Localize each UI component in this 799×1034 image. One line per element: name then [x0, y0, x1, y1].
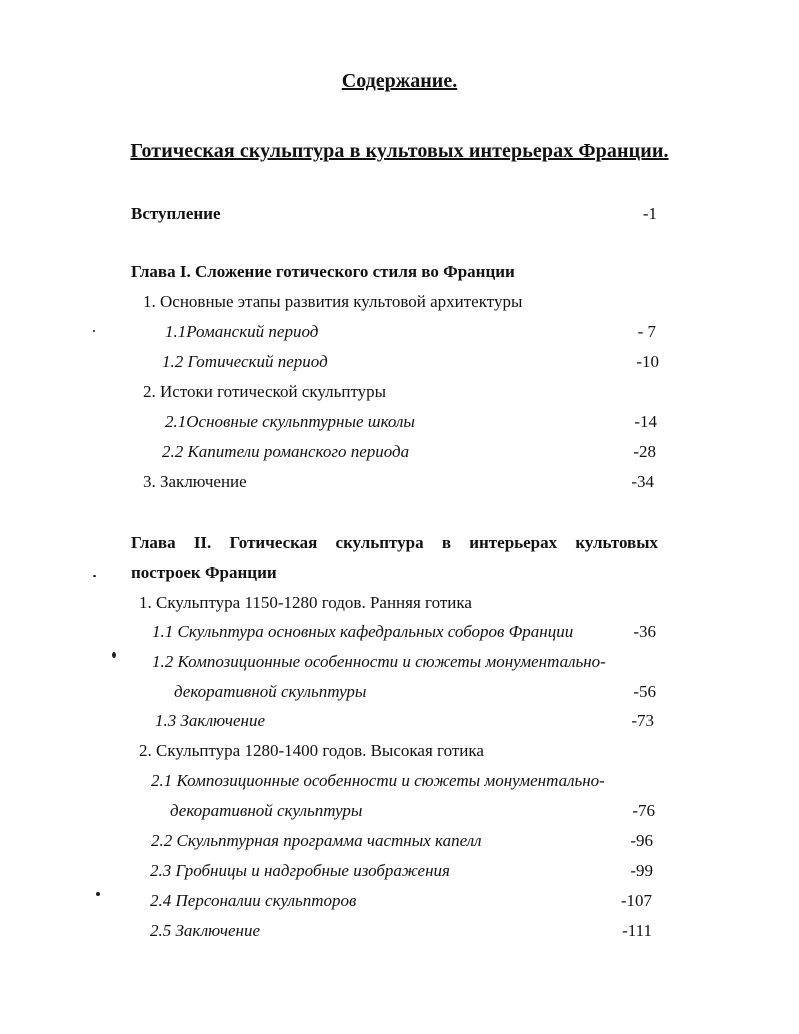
scan-speck — [96, 892, 100, 896]
chapter-1-heading: Глава I. Сложение готического стиля во Франции — [131, 262, 515, 281]
chapter-2-heading-word: интерьерах — [469, 533, 558, 552]
chapter-2-heading-word: Глава — [131, 533, 176, 552]
toc-ch1-1-2-page: -10 — [636, 352, 659, 371]
toc-ch1-section-3-label: 3. Заключение — [143, 472, 247, 491]
document-subtitle: Готическая скульптура в культовых интерьерах Франции. — [130, 140, 669, 162]
toc-ch2-2-1-label-line1: 2.1 Композиционные особенности и сюжеты монументально- — [151, 771, 605, 790]
toc-ch1-1-2-label: 1.2 Готический период — [162, 352, 328, 371]
toc-ch2-1-1-label: 1.1 Скульптура основных кафедральных соборов Франции — [152, 622, 574, 641]
toc-ch2-2-2-label: 2.2 Скульптурная программа частных капелл — [151, 831, 482, 850]
chapter-2-heading-word: Готическая — [229, 533, 318, 552]
toc-ch2-section-2: 2. Скульптура 1280-1400 годов. Высокая готика — [139, 741, 484, 760]
toc-intro-label: Вступление — [131, 204, 221, 223]
toc-ch2-1-2-label-line2: декоративной скульптуры — [174, 682, 367, 701]
toc-ch1-1-1-label: 1.1Романский период — [165, 322, 319, 341]
toc-ch2-2-4-label: 2.4 Персоналии скульпторов — [150, 891, 357, 910]
toc-ch1-2-2-page: -28 — [633, 442, 656, 461]
page-title: Содержание. — [341, 70, 458, 92]
scan-speck — [112, 652, 116, 658]
toc-ch2-1-2-label-line1: 1.2 Композиционные особенности и сюжеты монументально- — [152, 652, 606, 671]
toc-ch1-section-1: 1. Основные этапы развития культовой архитектуры — [143, 292, 523, 311]
toc-ch1-2-2-label: 2.2 Капители романского периода — [162, 442, 410, 461]
toc-ch2-1-2-page: -56 — [633, 682, 656, 701]
toc-ch2-2-3-page: -99 — [630, 861, 653, 880]
chapter-2-heading-word: культовых — [575, 533, 658, 552]
scan-speck — [93, 330, 95, 332]
toc-ch2-1-1-page: -36 — [633, 622, 656, 641]
toc-ch2-2-5-label: 2.5 Заключение — [150, 921, 261, 940]
chapter-2-heading-word: скульптура — [335, 533, 424, 552]
toc-ch2-2-1-page: -76 — [632, 801, 655, 820]
toc-ch2-1-3-label: 1.3 Заключение — [155, 711, 266, 730]
toc-ch1-2-1-page: -14 — [634, 412, 657, 431]
toc-ch2-2-5-page: -111 — [622, 921, 652, 940]
toc-intro-page: -1 — [642, 204, 657, 223]
chapter-2-heading-line1 — [131, 533, 658, 553]
scan-speck — [93, 575, 96, 577]
toc-ch2-section-1: 1. Скульптура 1150-1280 годов. Ранняя готика — [139, 593, 472, 612]
toc-ch2-2-2-page: -96 — [630, 831, 653, 850]
toc-ch1-section-3-page: -34 — [631, 472, 654, 491]
chapter-2-heading-word: в — [441, 533, 452, 552]
toc-ch1-2-1-label: 2.1Основные скульптурные школы — [165, 412, 415, 431]
toc-ch2-2-1-label-line2: декоративной скульптуры — [170, 801, 363, 820]
chapter-2-heading-word: II. — [193, 533, 212, 552]
toc-ch2-2-3-label: 2.3 Гробницы и надгробные изображения — [150, 861, 450, 880]
chapter-2-heading-line2: построек Франции — [131, 563, 277, 582]
toc-ch1-section-2: 2. Истоки готической скульптуры — [143, 382, 387, 401]
toc-ch1-1-1-page: - 7 — [637, 322, 656, 341]
toc-ch2-2-4-page: -107 — [620, 891, 652, 910]
toc-ch2-1-3-page: -73 — [631, 711, 654, 730]
